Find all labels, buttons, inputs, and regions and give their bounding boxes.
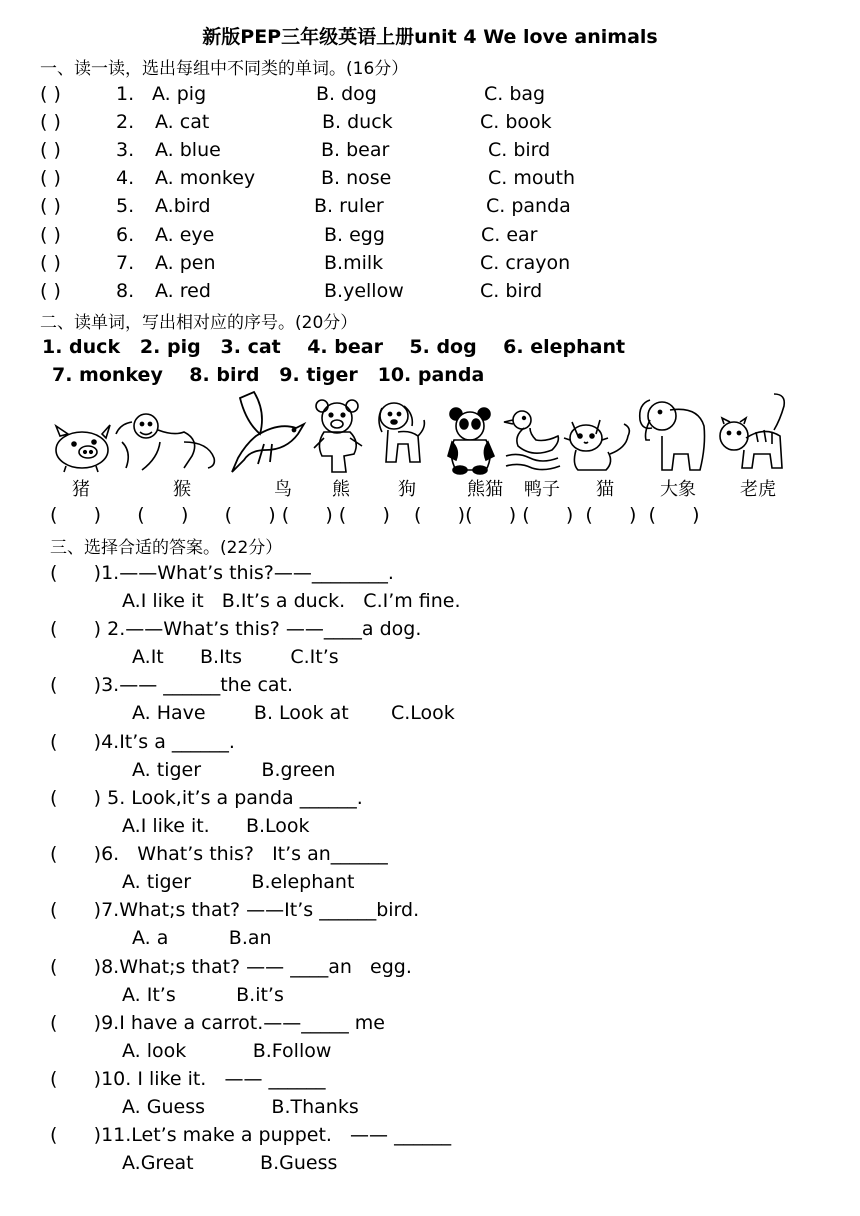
row-paren: ( ) (40, 280, 61, 302)
row-number: 1. (116, 83, 135, 105)
animal-label: 鸭子 (524, 479, 560, 500)
question-options: A. tiger B.elephant (122, 871, 355, 893)
tiger-icon (712, 390, 792, 478)
section3-heading: 三、选择合适的答案。(22分） (50, 538, 283, 558)
question-options: A. look B.Follow (122, 1040, 332, 1062)
question-options: A.I like it B.It’s a duck. C.I’m fine. (122, 590, 461, 612)
duck-icon (502, 406, 562, 476)
row-number: 4. (116, 167, 135, 189)
option-a: A. monkey (155, 167, 256, 189)
cat-icon (566, 414, 634, 478)
page-title: 新版PEP三年级英语上册unit 4 We love animals (202, 26, 658, 48)
option-b: B. ruler (314, 195, 384, 217)
option-b: B. bear (321, 139, 390, 161)
row-number: 8. (116, 280, 135, 302)
question: ( )1.——What’s this?——________. (50, 562, 394, 584)
animal-label: 老虎 (740, 479, 776, 500)
animal-label: 猪 (72, 479, 90, 500)
option-c: C. bag (484, 83, 546, 105)
option-c: C. mouth (488, 167, 576, 189)
dog-icon (374, 400, 430, 474)
word-list-line1: 1. duck 2. pig 3. cat 4. bear 5. dog 6. elephant (42, 336, 626, 358)
pig-icon (52, 422, 112, 478)
question: ( )3.—— ______the cat. (50, 674, 294, 696)
option-b: B.yellow (324, 280, 404, 302)
question: ( ) 5. Look,it’s a panda ______. (50, 787, 363, 809)
question: ( ) 2.——What’s this? ——____a dog. (50, 618, 422, 640)
question: ( )6. What’s this? It’s an______ (50, 843, 388, 865)
option-a: A. red (155, 280, 211, 302)
row-number: 6. (116, 224, 135, 246)
section1-heading: 一、读一读，选出每组中不同类的单词。(16分） (40, 59, 409, 79)
question-options: A. tiger B.green (132, 759, 336, 781)
question-options: A. It’s B.it’s (122, 984, 284, 1006)
option-b: B. duck (322, 111, 393, 133)
question: ( )4.It’s a ______. (50, 731, 235, 753)
bird-icon (226, 388, 306, 478)
row-paren: ( ) (40, 224, 61, 246)
option-b: B. egg (324, 224, 385, 246)
option-a: A. eye (155, 224, 215, 246)
question-options: A. a B.an (132, 927, 272, 949)
animal-label: 鸟 (274, 479, 292, 500)
row-paren: ( ) (40, 195, 61, 217)
answer-parens: ( ) ( ) ( ) ( ) ( ) ( )( ) ( ) ( ) ( ) (50, 504, 700, 526)
row-number: 2. (116, 111, 135, 133)
row-number: 7. (116, 252, 135, 274)
animal-label: 猫 (596, 479, 614, 500)
word-list-line2: 7. monkey 8. bird 9. tiger 10. panda (52, 364, 485, 386)
row-paren: ( ) (40, 139, 61, 161)
option-a: A. pen (155, 252, 216, 274)
option-c: C. crayon (480, 252, 571, 274)
question-options: A.I like it. B.Look (122, 815, 310, 837)
bear-icon (310, 398, 368, 480)
option-a: A. blue (155, 139, 221, 161)
animal-label: 熊猫 (467, 479, 503, 500)
option-c: C. panda (486, 195, 571, 217)
option-a: A.bird (155, 195, 211, 217)
option-c: C. book (480, 111, 552, 133)
question-options: A. Have B. Look at C.Look (132, 702, 455, 724)
question: ( )11.Let’s make a puppet. —— ______ (50, 1124, 452, 1146)
row-number: 3. (116, 139, 135, 161)
option-b: B. nose (321, 167, 392, 189)
animal-label: 熊 (332, 479, 350, 500)
panda-icon (446, 406, 496, 478)
question: ( )8.What;s that? —— ____an egg. (50, 956, 412, 978)
question-options: A. Guess B.Thanks (122, 1096, 359, 1118)
animal-label: 大象 (660, 479, 696, 500)
animal-label: 猴 (173, 479, 191, 500)
row-paren: ( ) (40, 111, 61, 133)
question-options: A.Great B.Guess (122, 1152, 338, 1174)
row-number: 5. (116, 195, 135, 217)
monkey-icon (112, 412, 218, 478)
option-c: C. ear (481, 224, 538, 246)
question: ( )7.What;s that? ——It’s ______bird. (50, 899, 420, 921)
option-a: A. cat (155, 111, 210, 133)
question: ( )10. I like it. —— ______ (50, 1068, 326, 1090)
row-paren: ( ) (40, 252, 61, 274)
elephant-icon (636, 396, 708, 478)
animal-label: 狗 (398, 479, 416, 500)
option-c: C. bird (480, 280, 543, 302)
option-b: B. dog (316, 83, 377, 105)
question: ( )9.I have a carrot.——_____ me (50, 1012, 385, 1034)
row-paren: ( ) (40, 83, 61, 105)
question-options: A.It B.Its C.It’s (132, 646, 339, 668)
option-b: B.milk (324, 252, 384, 274)
option-c: C. bird (488, 139, 551, 161)
option-a: A. pig (152, 83, 207, 105)
section2-heading: 二、读单词，写出相对应的序号。(20分） (40, 313, 358, 333)
row-paren: ( ) (40, 167, 61, 189)
